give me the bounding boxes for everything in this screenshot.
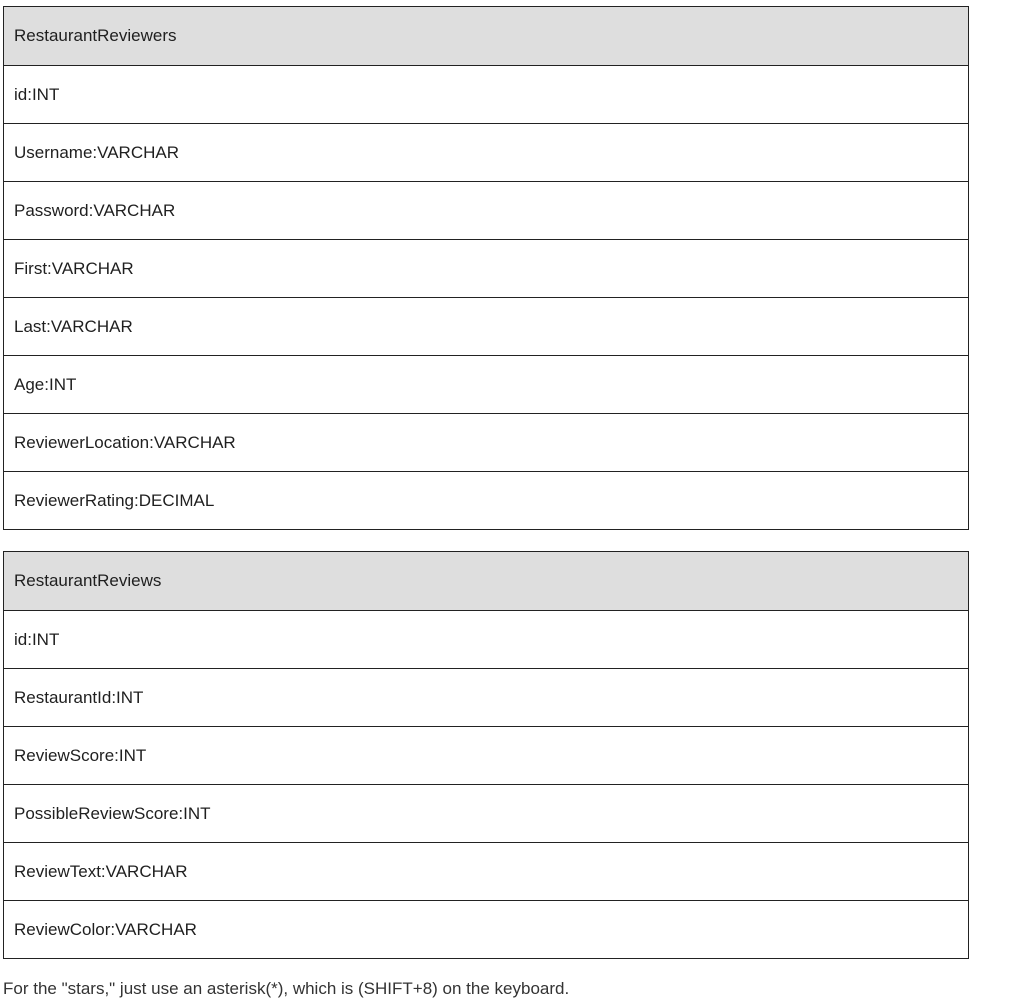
field-row: id:INT <box>4 610 968 668</box>
field-row: Username:VARCHAR <box>4 123 968 181</box>
field-row: First:VARCHAR <box>4 239 968 297</box>
field-row: ReviewerRating:DECIMAL <box>4 471 968 529</box>
instruction-note: For the "stars," just use an asterisk(*), which is (SHIFT+8) on the keyboard. <box>3 979 570 998</box>
field-row: ReviewScore:INT <box>4 726 968 784</box>
field-row: RestaurantId:INT <box>4 668 968 726</box>
field-row: Last:VARCHAR <box>4 297 968 355</box>
field-row: id:INT <box>4 65 968 123</box>
field-row: ReviewerLocation:VARCHAR <box>4 413 968 471</box>
field-row: ReviewText:VARCHAR <box>4 842 968 900</box>
field-row: PossibleReviewScore:INT <box>4 784 968 842</box>
entity-header: RestaurantReviews <box>4 552 968 610</box>
entity-restaurant-reviewers <box>3 6 969 530</box>
field-row: Age:INT <box>4 355 968 413</box>
entity-restaurant-reviews <box>3 551 969 959</box>
entity-header: RestaurantReviewers <box>4 7 968 65</box>
field-row: ReviewColor:VARCHAR <box>4 900 968 958</box>
field-row: Password:VARCHAR <box>4 181 968 239</box>
